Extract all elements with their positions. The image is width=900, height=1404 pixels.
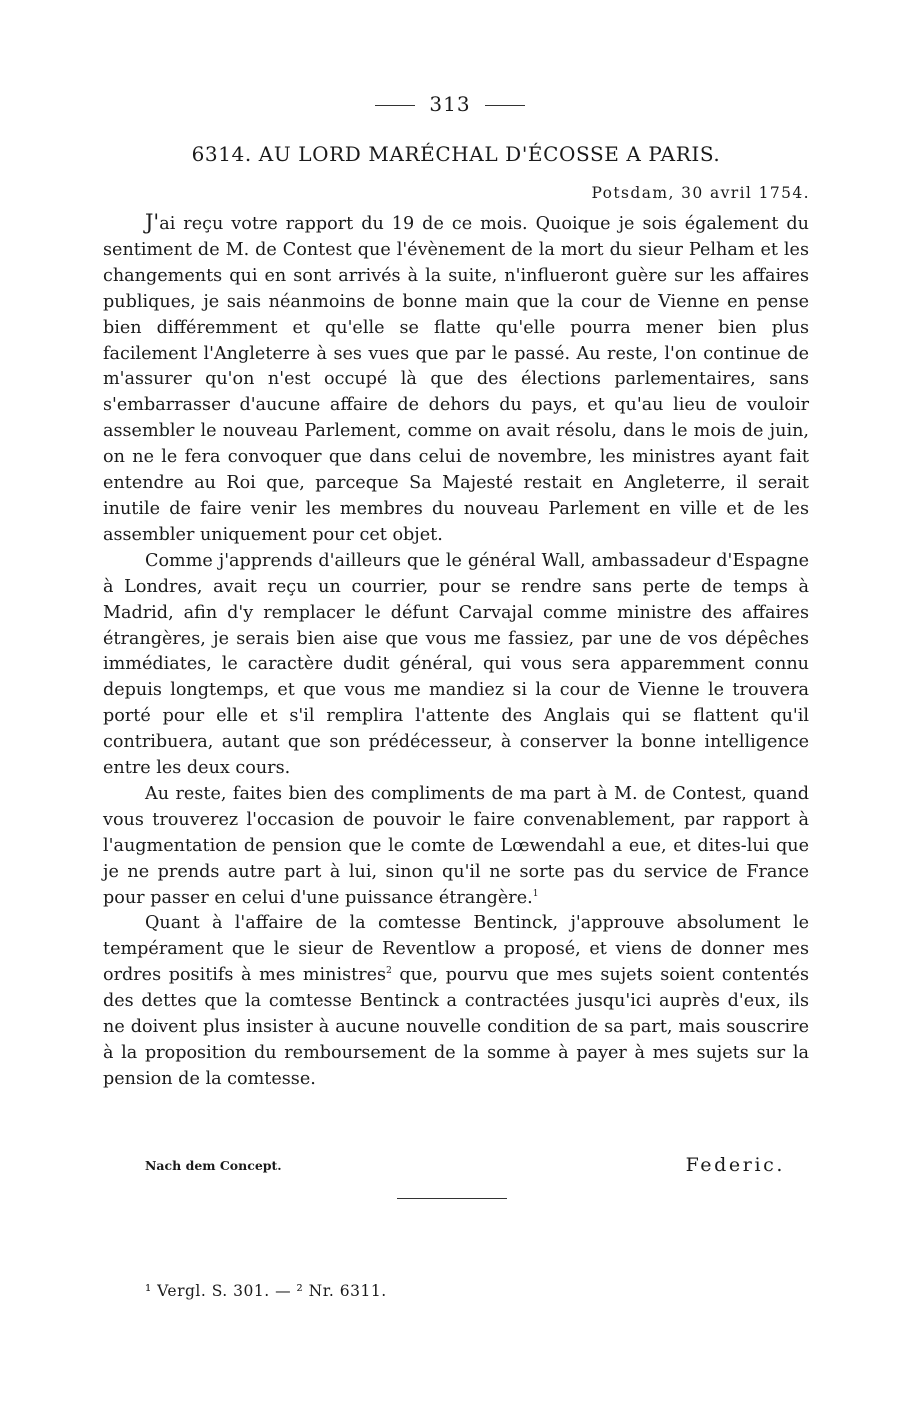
paragraph-2: Comme j'apprends d'ailleurs que le général Wall, ambassadeur d'Espagne à Londres, avait reçu un courrier, pour se rendre sans perte de temps à Madrid, afin d'y remplacer le défunt Carvajal comme ministre des affaires étrangères, je serais bien aise que vous me fassiez, par une de vos dépêches immédiates, le caractère dudit général, qui vous sera apparemment connu depuis longtemps, et que vous me mandiez si la cour de Vienne le trouvera porté pour elle et s'il remplira l'attente des Anglais qui se flattent qu'il contribuera, autant que son prédécesseur, à conserver la bonne intelligence entre les deux cours. (103, 550, 809, 779)
letter-body (103, 210, 809, 1093)
header-dash-right (485, 105, 525, 106)
dateline: Potsdam, 30 avril 1754. (591, 184, 810, 202)
paragraph-4-text-b: que, pourvu que mes sujets soient contentés des dettes que la comtesse Bentinck a contractées jusqu'ici auprès d'eux, ils ne doivent plus insister à aucune nouvelle condition de sa part, mais souscrire à la proposition du remboursement de la somme à payer à mes sujets sur la pension de la comtesse. (103, 965, 809, 1089)
paragraph-1: J'ai reçu votre rapport du 19 de ce mois. Quoique je sois également du sentiment de M. de Contest que l'évènement de la mort du sieur Pelham et les changements qui en sont arrivés à la suite, n'influeront guère sur les affaires publiques, je sais néanmoins de bonne main que la cour de Vienne en pense bien différemment et qu'elle se flatte qu'elle pourra mener bien plus facilement l'Angleterre à ses vues que par le passé. Au reste, l'on continue de m'assurer qu'on n'est occupé là que des élections parlementaires, sans s'embarrasser d'aucune affaire de dehors du pays, et qu'au lieu de vouloir assembler le nouveau Parlement, comme on avait résolu, dans le mois de juin, on ne le fera convoquer que dans celui de novembre, les ministres ayant fait entendre au Roi que, parceque Sa Majesté restait en Angleterre, il serait inutile de faire venir les membres du nouveau Parlement en ville et de les assembler uniquement pour cet objet. (103, 210, 809, 545)
footnote-mark-2: 2 (386, 966, 392, 977)
paragraph-4-text-a: Quant à l'affaire de la comtesse Bentinck, j'approuve absolument le tempérament que le sieur de Reventlow a proposé, et viens de donner mes ordres positifs à mes ministres (103, 913, 809, 986)
footnote-mark-1: 1 (532, 888, 539, 899)
paragraph-3 (103, 782, 809, 912)
paragraph-4 (103, 911, 809, 1092)
page-header (0, 92, 900, 116)
paragraph-3-text: Au reste, faites bien des compliments de ma part à M. de Contest, quand vous trouverez l'occasion de pouvoir le faire convenablement, par rapport à l'augmentation de pension que le comte de Lœwendahl a eue, et dites-lui que je ne prends autre part à lui, sinon qu'il ne sorte pas du service de France pour passer en celui d'une puissance étrangère. (103, 783, 809, 908)
page-number: 313 (429, 92, 471, 116)
source-note: Nach dem Concept. (145, 1158, 282, 1173)
signature: Federic. (685, 1154, 785, 1176)
header-dash-left (375, 105, 415, 106)
separator-rule (397, 1198, 507, 1199)
footnotes: ¹ Vergl. S. 301. — ² Nr. 6311. (145, 1282, 387, 1300)
letter-title: 6314. AU LORD MARÉCHAL D'ÉCOSSE A PARIS. (191, 142, 721, 166)
